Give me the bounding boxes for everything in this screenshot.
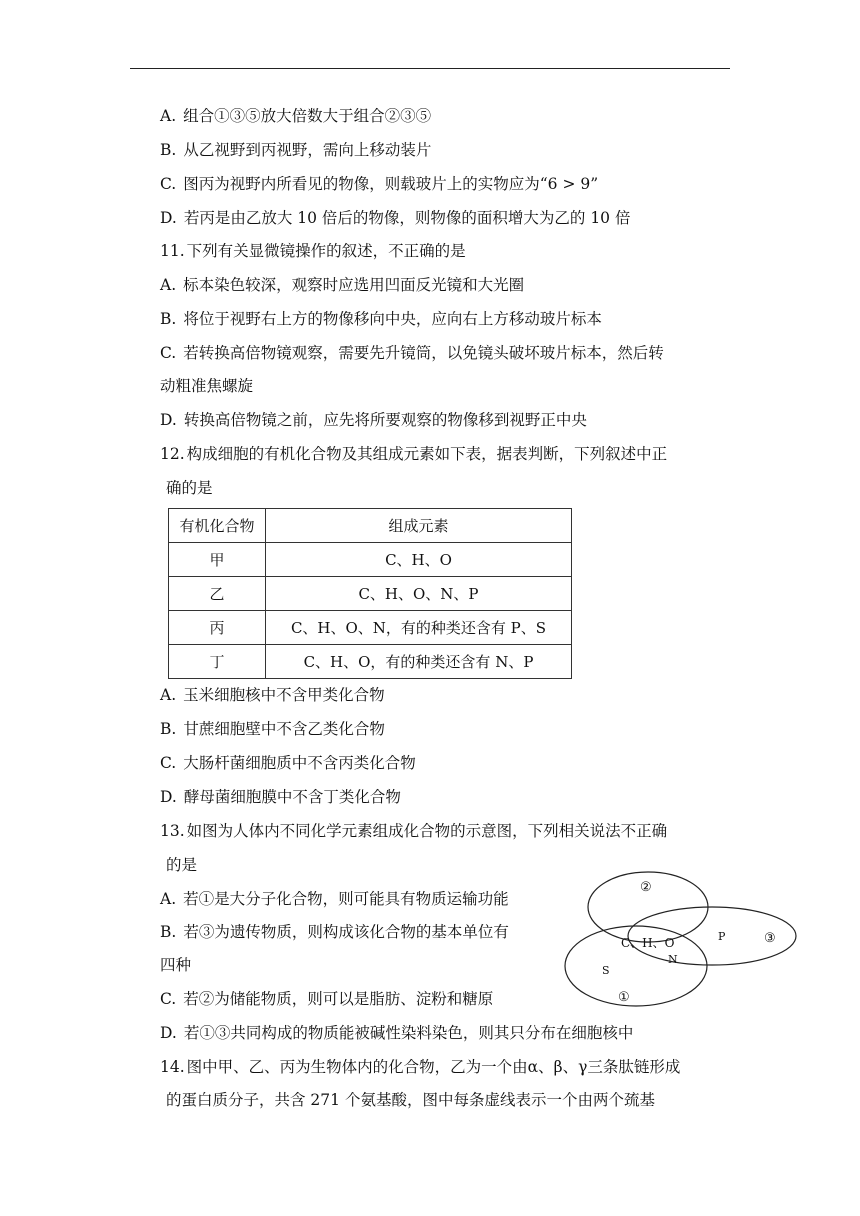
q10-option-c[interactable] [160, 174, 598, 194]
composition-table [168, 508, 572, 679]
option-label: C. [160, 990, 177, 1008]
option-label: C. [160, 754, 177, 772]
question-text: 如图为人体内不同化学元素组成化合物的示意图，下列相关说法不正确 [186, 822, 668, 840]
table-row [169, 611, 572, 645]
q13-option-b[interactable] [160, 922, 509, 942]
element-s-label: S [602, 964, 610, 977]
circle-1-label: ① [618, 990, 630, 1005]
q11-option-b[interactable] [160, 309, 602, 329]
table-row [169, 645, 572, 679]
table-row [169, 577, 572, 611]
question-text-continued: 的蛋白质分子，共含 271 个氨基酸，图中每条虚线表示一个由两个巯基 [166, 1091, 655, 1109]
option-label: D. [160, 411, 177, 429]
option-text: 大肠杆菌细胞质中不含丙类化合物 [183, 754, 416, 772]
q11-option-c[interactable] [160, 343, 664, 363]
q12-option-b[interactable] [160, 719, 385, 739]
option-label: D. [160, 1024, 177, 1042]
table-cell: 丁 [169, 645, 266, 679]
option-text: 甘蔗细胞壁中不含乙类化合物 [183, 720, 385, 738]
question-text-continued: 确的是 [166, 479, 213, 497]
option-label: D. [160, 209, 177, 227]
table-header: 组成元素 [266, 509, 572, 543]
option-text: 标本染色较深，观察时应选用凹面反光镜和大光圈 [183, 276, 525, 294]
option-text: 酵母菌细胞膜中不含丁类化合物 [183, 788, 401, 806]
circle-2-label: ② [640, 880, 652, 895]
header-rule [130, 68, 730, 69]
q13-option-d[interactable] [160, 1023, 633, 1043]
option-text: 将位于视野右上方的物像移向中央，应向右上方移动玻片标本 [183, 310, 602, 328]
q11-option-a[interactable] [160, 275, 524, 295]
q10-option-d[interactable] [160, 208, 630, 228]
option-label: C. [160, 344, 177, 362]
q11-option-d[interactable] [160, 410, 587, 430]
option-text: 若①是大分子化合物，则可能具有物质运输功能 [183, 890, 509, 908]
question-text: 图中甲、乙、丙为生物体内的化合物，乙为一个由α、β、γ三条肽链形成 [186, 1058, 681, 1076]
q12-option-a[interactable] [160, 685, 385, 705]
q12-option-d[interactable] [160, 787, 401, 807]
table-cell: C、H、O [266, 543, 572, 577]
q13-stem-continued [166, 855, 197, 875]
table-cell: C、H、O，有的种类还含有 N、P [266, 645, 572, 679]
option-label: A. [160, 276, 177, 294]
center-elements-label: C、H、O [621, 936, 675, 950]
option-label: A. [160, 890, 177, 908]
question-text-continued: 的是 [166, 856, 198, 874]
q12-option-c[interactable] [160, 753, 416, 773]
option-label: B. [160, 923, 177, 941]
option-text: 组合①③⑤放大倍数大于组合②③⑤ [183, 107, 432, 125]
element-n-label: N [668, 953, 678, 966]
question-number: 11. [160, 242, 185, 260]
table-row [169, 543, 572, 577]
table-cell: C、H、O、N，有的种类还含有 P、S [266, 611, 572, 645]
element-venn-diagram [560, 870, 800, 1010]
question-number: 14. [160, 1058, 185, 1076]
option-text: 若转换高倍物镜观察，需要先升镜筒，以免镜头破坏玻片标本，然后转 [183, 344, 664, 362]
q11-stem [160, 241, 466, 261]
option-label: D. [160, 788, 177, 806]
q13-option-a[interactable] [160, 889, 509, 909]
option-text-continued: 四种 [160, 956, 192, 974]
table-cell: 丙 [169, 611, 266, 645]
q11-option-c-continued [160, 376, 253, 396]
option-text: 转换高倍物镜之前，应先将所要观察的物像移到视野正中央 [183, 411, 587, 429]
option-label: C. [160, 175, 177, 193]
question-text: 构成细胞的有机化合物及其组成元素如下表，据表判断，下列叙述中正 [186, 445, 668, 463]
question-number: 13. [160, 822, 185, 840]
option-label: B. [160, 310, 177, 328]
option-label: A. [160, 107, 177, 125]
option-text: 若②为储能物质，则可以是脂肪、淀粉和糖原 [183, 990, 494, 1008]
circle-3-label: ③ [764, 931, 776, 946]
option-label: A. [160, 686, 177, 704]
table-cell: 乙 [169, 577, 266, 611]
option-label: B. [160, 720, 177, 738]
option-text: 若丙是由乙放大 10 倍后的物像，则物像的面积增大为乙的 10 倍 [183, 209, 631, 227]
q12-stem [160, 444, 667, 464]
option-text-continued: 动粗准焦螺旋 [160, 377, 254, 395]
q13-option-c[interactable] [160, 989, 493, 1009]
option-text: 若③为遗传物质，则构成该化合物的基本单位有 [183, 923, 509, 941]
option-text: 玉米细胞核中不含甲类化合物 [183, 686, 385, 704]
table-cell: 甲 [169, 543, 266, 577]
q10-option-a[interactable] [160, 106, 431, 126]
option-label: B. [160, 141, 177, 159]
q14-stem-continued [166, 1090, 655, 1110]
table-cell: C、H、O、N、P [266, 577, 572, 611]
table-header: 有机化合物 [169, 509, 266, 543]
option-text: 若①③共同构成的物质能被碱性染料染色，则其只分布在细胞核中 [183, 1024, 634, 1042]
option-text: 从乙视野到丙视野，需向上移动装片 [183, 141, 432, 159]
q12-stem-continued [166, 478, 213, 498]
option-text: 图丙为视野内所看见的物像，则载玻片上的实物应为“6 > 9” [183, 175, 599, 193]
q10-option-b[interactable] [160, 140, 431, 160]
table-header-row [169, 509, 572, 543]
q14-stem [160, 1057, 680, 1077]
question-text: 下列有关显微镜操作的叙述，不正确的是 [186, 242, 466, 260]
q13-option-b-continued [160, 955, 191, 975]
q13-stem [160, 821, 667, 841]
question-number: 12. [160, 445, 185, 463]
element-p-label: P [718, 930, 726, 943]
